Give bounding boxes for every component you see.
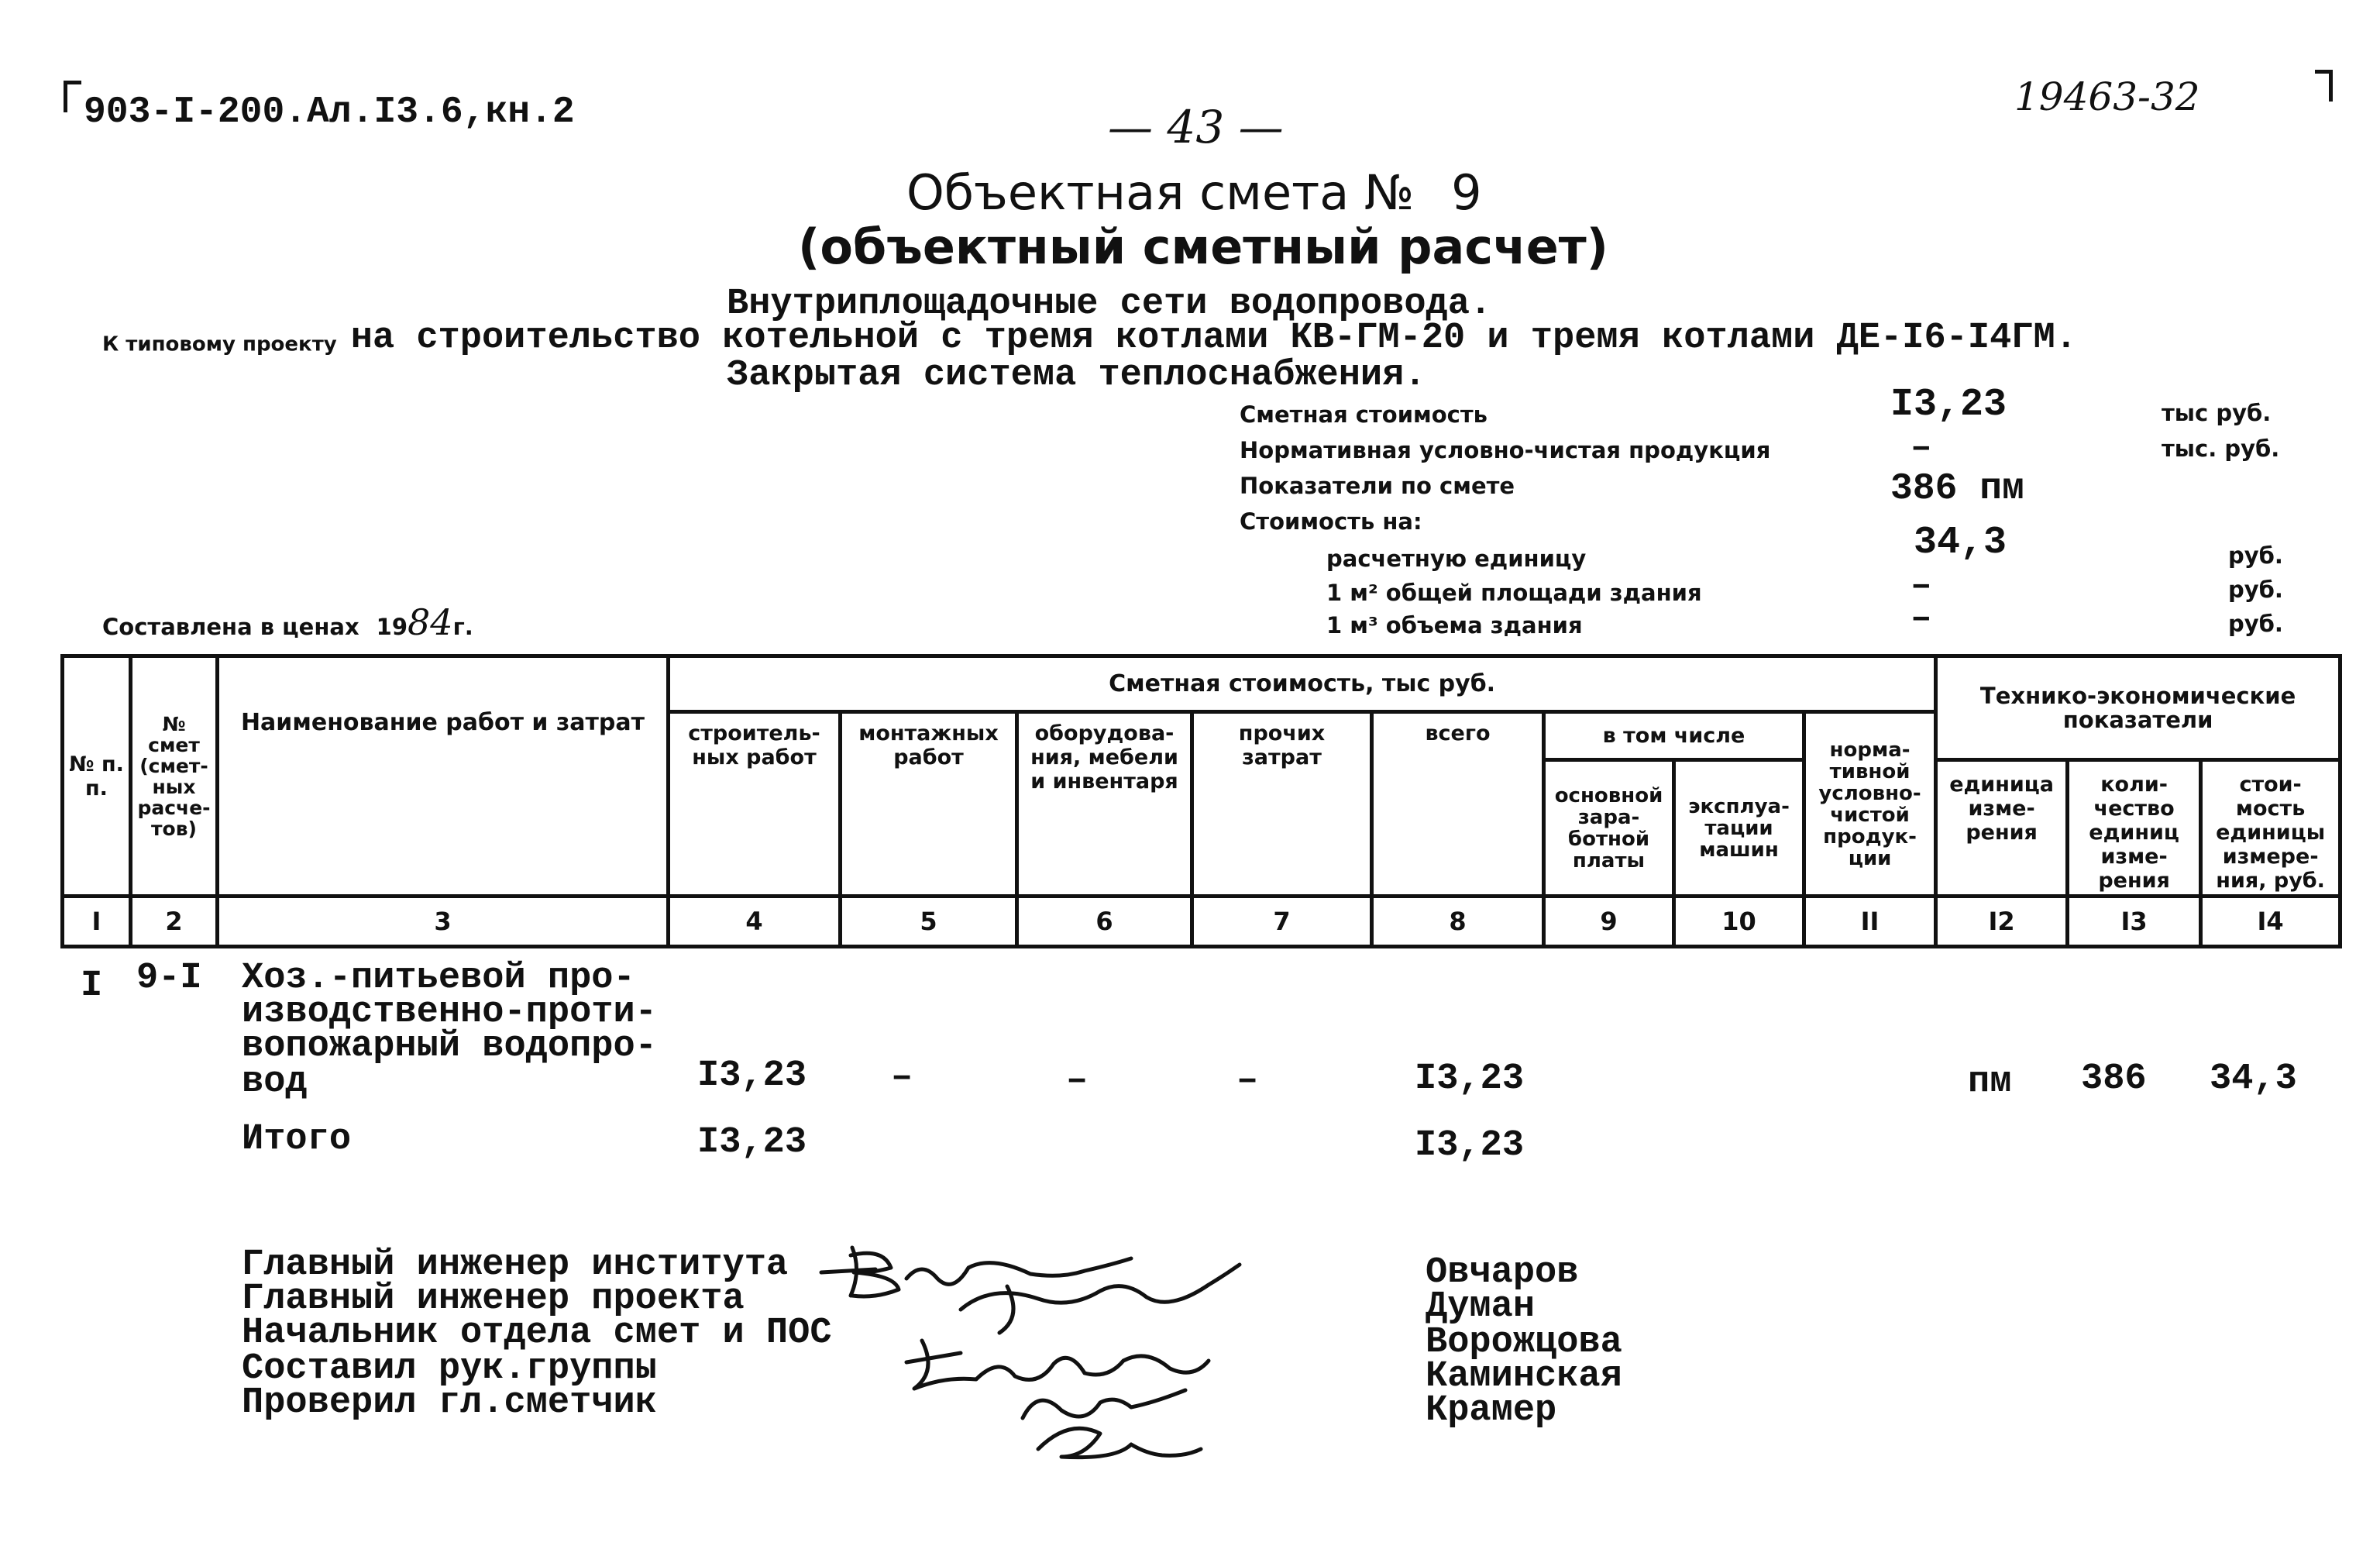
per-area-label: 1 м² общей площади здания [1326, 580, 1702, 606]
row-equipment: – [1066, 1060, 1089, 1101]
per-area-value: – [1911, 566, 1932, 606]
signature-mark [906, 1341, 1209, 1389]
col-header-other: прочих затрат [1192, 712, 1372, 897]
col-number: 7 [1192, 897, 1372, 947]
signature-mark [1038, 1428, 1201, 1457]
col-header-machines: эксплуа-тации машин [1674, 760, 1804, 897]
estimate-table [60, 654, 2342, 948]
estimate-number: 9 [1451, 164, 1482, 221]
col-header-cost-group: Сметная стоимость, тыс руб. [669, 656, 1936, 712]
prices-line [102, 601, 473, 643]
page-number: — 43 — [1108, 101, 1284, 153]
col-header-estimate-no: № смет (смет-ных расче-тов) [131, 656, 218, 897]
indicators-label: Показатели по смете [1240, 473, 1515, 499]
column-number-row [63, 897, 2340, 947]
normative-value: – [1911, 428, 1932, 468]
signature-mark [821, 1248, 1131, 1296]
col-header-quantity: коли-чество единиц изме-рения [2068, 760, 2201, 897]
col-number: 2 [131, 897, 218, 947]
title-main [906, 164, 1482, 221]
col-header-unit: единица изме-рения [1936, 760, 2068, 897]
col-number: 4 [669, 897, 841, 947]
corner-mark-right [2315, 70, 2333, 102]
col-number: 10 [1674, 897, 1804, 947]
col-header-wages: основной зара-ботной платы [1544, 760, 1674, 897]
handwritten-signatures [806, 1224, 1302, 1465]
col-number: II [1804, 897, 1936, 947]
col-number: 8 [1372, 897, 1544, 947]
normative-unit: тыс. руб. [2162, 435, 2280, 462]
row-unit-cost: 34,3 [2210, 1059, 2297, 1100]
signature-role: Начальник отдела смет и ПОС [242, 1313, 832, 1354]
signature-mark [961, 1265, 1240, 1333]
col-header-total: всего [1372, 712, 1544, 897]
row-name-line: Хоз.-питьевой про- [242, 958, 635, 999]
col-number: I2 [1936, 897, 2068, 947]
row-construction: I3,23 [697, 1055, 807, 1096]
col-number: I [63, 897, 131, 947]
corner-mark-left [64, 81, 81, 112]
signature-role: Проверил гл.сметчик [242, 1382, 657, 1423]
col-header-no: № п. п. [63, 656, 131, 897]
cost-value: I3,23 [1890, 383, 2007, 427]
col-number: I4 [2201, 897, 2340, 947]
cost-unit: тыс руб. [2162, 400, 2272, 426]
indicators-value: 386 пм [1890, 468, 2024, 510]
typical-project-prefix: К типовому проекту [102, 332, 337, 356]
prices-year-suffix: 84 [408, 601, 453, 643]
col-number: 3 [218, 897, 669, 947]
row-total: I3,23 [1415, 1059, 1525, 1100]
col-header-tep-group: Технико-экономические показатели [1936, 656, 2340, 760]
title-subtitle: (объектный сметный расчет) [798, 219, 1609, 275]
row-name-line: изводственно-проти- [242, 992, 657, 1033]
col-header-construction: строитель-ных работ [669, 712, 841, 897]
col-header-name: Наименование работ и затрат [218, 656, 669, 897]
col-header-unit-cost: стои-мость единицы измере-ния, руб. [2201, 760, 2340, 897]
title-line2-wrap [102, 318, 2077, 359]
row-unit: пм [1968, 1062, 2012, 1103]
col-number: 9 [1544, 897, 1674, 947]
per-volume-label: 1 м³ объема здания [1326, 612, 1583, 639]
row-installation: – [891, 1057, 913, 1098]
per-volume-value: – [1911, 598, 1932, 639]
signature-name: Каминская [1426, 1356, 1622, 1397]
per-unit-label: расчетную единицу [1326, 546, 1587, 572]
row-name-line: вопожарный водопро- [242, 1026, 657, 1067]
col-number: I3 [2068, 897, 2201, 947]
col-header-normative: норма-тивной условно-чистой продук-ции [1804, 712, 1936, 897]
row-other: – [1236, 1060, 1259, 1101]
signature-role: Главный инженер проекта [242, 1279, 745, 1320]
prices-label: Составлена в ценах [102, 614, 359, 640]
signature-mark [1023, 1390, 1185, 1418]
col-header-equipment: оборудова-ния, мебели и инвентаря [1017, 712, 1192, 897]
col-header-including: в том числе [1544, 712, 1804, 760]
row-no: I [81, 966, 103, 1007]
per-unit-value: 34,3 [1914, 521, 2007, 565]
signature-name: Крамер [1426, 1390, 1557, 1431]
signature-name: Овчаров [1426, 1252, 1579, 1293]
signature-name: Ворожцова [1426, 1322, 1622, 1363]
doc-code: 903-I-200.Ал.I3.6,кн.2 [84, 91, 575, 133]
signature-role: Главный инженер института [242, 1244, 789, 1286]
title-line2: на строительство котельной с тремя котлами КВ-ГМ-20 и тремя котлами ДЕ-I6-I4ГМ. [350, 318, 2077, 359]
totals-total: I3,23 [1415, 1125, 1525, 1166]
cost-per-label: Стоимость на: [1240, 508, 1422, 535]
prices-year-prefix: 19 [376, 614, 408, 640]
title-line1: Внутриплощадочные сети водопровода. [727, 284, 1492, 325]
normative-label: Нормативная условно-чистая продукция [1240, 437, 1771, 463]
row-name-line: вод [242, 1062, 308, 1103]
col-number: 5 [841, 897, 1017, 947]
per-unit-unit: руб. [2228, 542, 2283, 569]
totals-construction: I3,23 [697, 1122, 807, 1163]
title-line3: Закрытая система теплоснабжения. [727, 355, 1426, 396]
per-volume-unit: руб. [2228, 611, 2283, 637]
archive-number: 19463-32 [2014, 74, 2200, 119]
totals-label: Итого [242, 1119, 352, 1160]
signature-name: Думан [1426, 1286, 1536, 1327]
row-quantity: 386 [2081, 1059, 2147, 1100]
cost-label: Сметная стоимость [1240, 401, 1488, 428]
signature-role: Составил рук.группы [242, 1348, 657, 1389]
title-text: Объектная смета № [906, 164, 1415, 221]
row-estimate: 9-I [136, 958, 202, 999]
prices-year-end: г. [452, 614, 473, 640]
col-number: 6 [1017, 897, 1192, 947]
per-area-unit: руб. [2228, 577, 2283, 603]
col-header-installation: монтажных работ [841, 712, 1017, 897]
